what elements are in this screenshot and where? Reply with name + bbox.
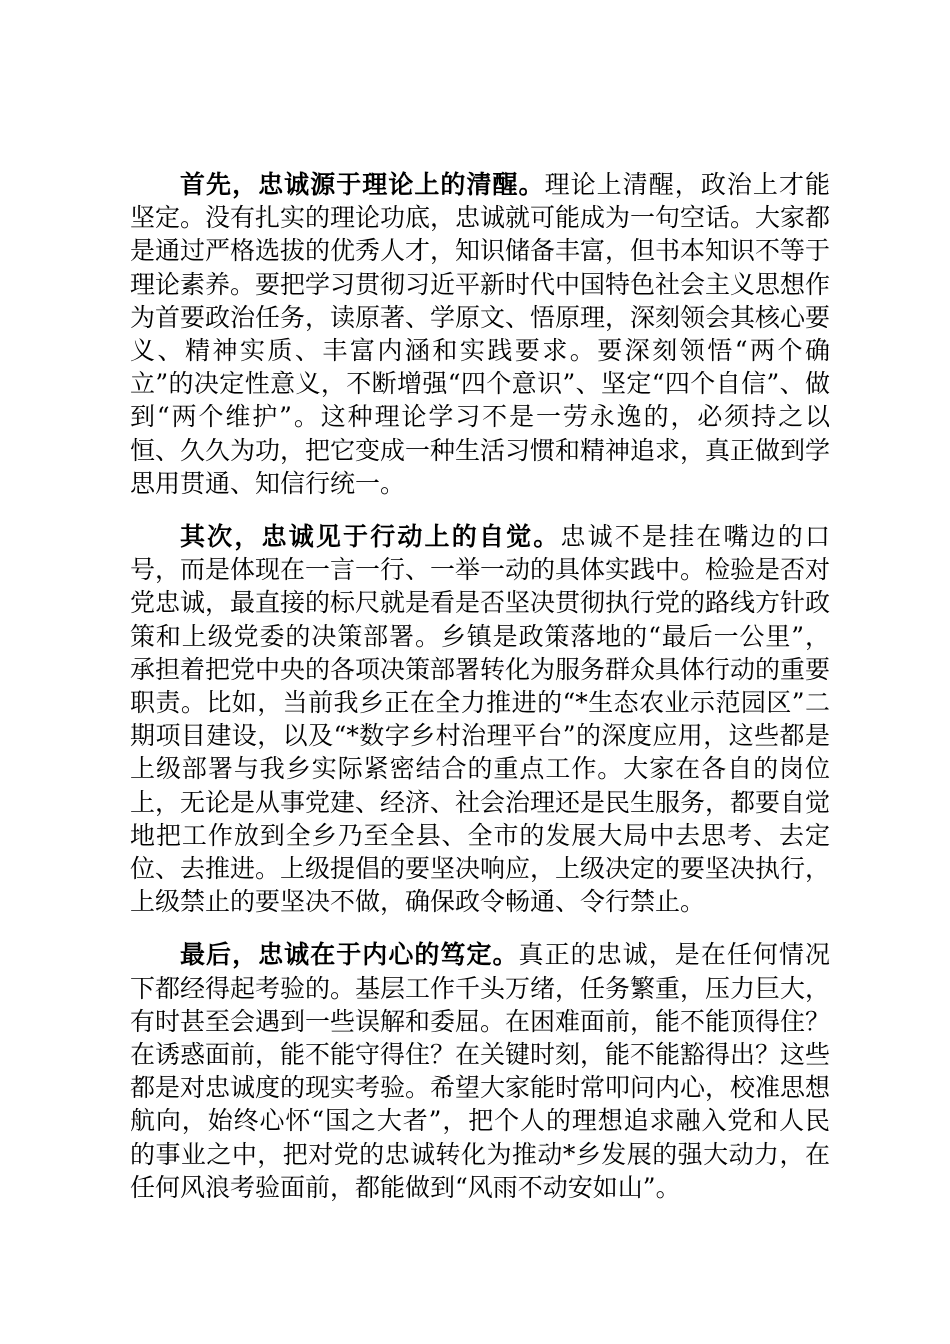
paragraph-theory: [130, 168, 830, 500]
paragraph-heart: [130, 938, 830, 1204]
paragraph-lead: 首先，忠诚源于理论上的清醒。: [180, 170, 545, 199]
paragraph-lead: 其次，忠诚见于行动上的自觉。: [180, 522, 561, 552]
paragraph-text: 忠诚不是挂在嘴边的口号，而是体现在一言一行、一举一动的具体实践中。检验是否对党忠诚，最直接的标尺就是看是否坚决贯彻执行党的路线方针政策和上级党委的决策部署。乡镇是政策落地的“最后一公里”，承担着把党中央的各项决策部署转化为服务群众具体行动的重要职责。比如，当前我乡正在全力推进的“*生态农业示范园区”二期项目建设，以及“*数字乡村治理平台”的深度应用，这些都是上级部署与我乡实际紧密结合的重点工作。大家在各自的岗位上，无论是从事党建、经济、社会治理还是民生服务，都要自觉地把工作放到全乡乃至全县、全市的发展大局中去思考、去定位、去推进。上级提倡的要坚决响应，上级决定的要坚决执行，上级禁止的要坚决不做，确保政令畅通、令行禁止。: [130, 522, 831, 917]
document-body: [130, 168, 830, 1204]
paragraph-lead: 最后，忠诚在于内心的笃定。: [180, 940, 519, 970]
paragraph-text: 理论上清醒，政治上才能坚定。没有扎实的理论功底，忠诚就可能成为一句空话。大家都是通过严格选拔的优秀人才，知识储备丰富，但书本知识不等于理论素养。要把学习贯彻习近平新时代中国特色社会主义思想作为首要政治任务，读原著、学原文、悟原理，深刻领会其核心要义、精神实质、丰富内涵和实践要求。要深刻领悟“两个确立”的决定性意义，不断增强“四个意识”、坚定“四个自信”、做到“两个维护”。这种理论学习不是一劳永逸的，必须持之以恒、久久为功，把它变成一种生活习惯和精神追求，真正做到学思用贯通、知信行统一。: [130, 170, 831, 498]
paragraph-action: [130, 520, 830, 918]
paragraph-text: 真正的忠诚，是在任何情况下都经得起考验的。基层工作千头万绪，任务繁重，压力巨大，有时甚至会遇到一些误解和委屈。在困难面前，能不能顶得住？在诱惑面前，能不能守得住？在关键时刻，能不能豁得出？这些都是对忠诚度的现实考验。希望大家能时常叩问内心，校准思想航向，始终心怀“国之大者”，把个人的理想追求融入党和人民的事业之中，把对党的忠诚转化为推动*乡发展的强大动力，在任何风浪考验面前，都能做到“风雨不动安如山”。: [130, 940, 831, 1202]
